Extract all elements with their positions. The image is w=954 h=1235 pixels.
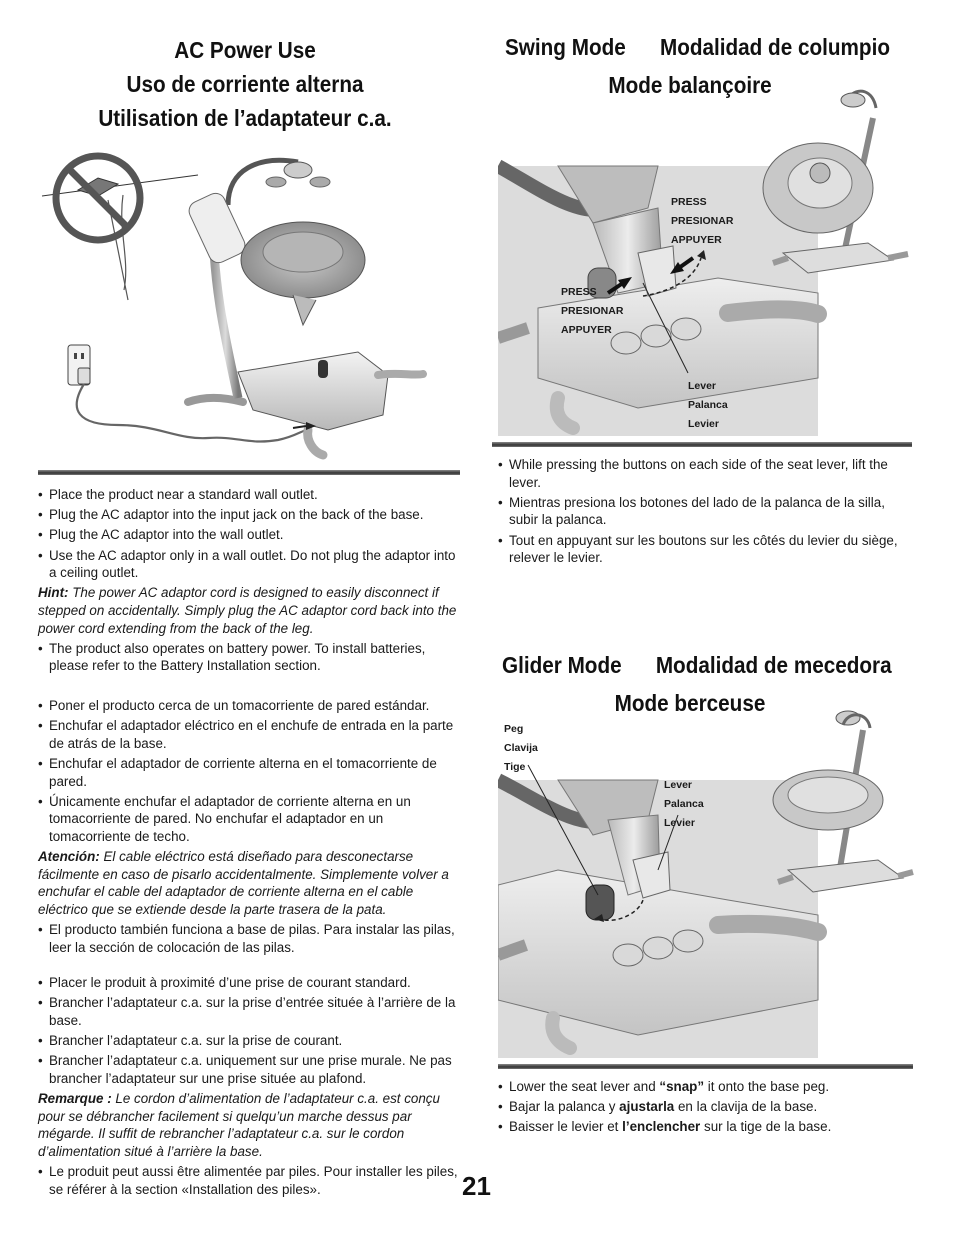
callout-press-left	[561, 283, 623, 340]
ac-power-divider	[38, 470, 460, 475]
callout-label: PRESIONAR	[561, 305, 624, 317]
ac-power-illustration	[38, 140, 458, 465]
callout-label: Levier	[664, 817, 695, 829]
ac-power-spanish	[38, 697, 462, 959]
page-number: 21	[462, 1171, 491, 1201]
ac-power-title	[59, 33, 432, 135]
text: sur la tige de la base.	[700, 1119, 832, 1135]
glider-title-es: Modalidad de mecedora	[655, 652, 892, 678]
swing-title-es: Modalidad de columpio	[659, 34, 890, 60]
mobile-icon	[266, 162, 330, 187]
ac-power-french	[38, 974, 458, 1201]
english-hint-text: The power AC adaptor cord is designed to easily disconnect if stepped on accidentally. Simply plug the AC adaptor cord back into the power cord extending from the back of the leg.	[38, 585, 457, 636]
emphasis: ajustarla	[619, 1099, 675, 1115]
swing-instructions	[498, 456, 908, 569]
callout-label: PRESIONAR	[671, 215, 734, 227]
callout-peg	[504, 720, 538, 777]
list-item: • Enchufar el adaptador eléctrico en el enchufe de entrada en la parte de atrás de la base.	[38, 717, 462, 752]
list-item	[498, 1078, 913, 1096]
glider-divider	[498, 1064, 913, 1069]
callout-label: PRESS	[561, 286, 597, 298]
no-ceiling-outlet-icon	[42, 156, 198, 300]
text: Lower the seat lever and	[509, 1079, 660, 1094]
list-item: • Le produit peut aussi être alimentée par piles. Pour installer les piles, se référer à la section «Installation des piles».	[38, 1163, 458, 1198]
list-item: • Placer le produit à proximité d’une prise de courant standard.	[38, 974, 458, 992]
text: en la clavija de la base.	[674, 1099, 818, 1115]
callout-label: Lever	[664, 779, 693, 791]
list-item: • Únicamente enchufar el adaptador de corriente alterna en un tomacorriente de pared. No enchufar el adaptador en un tomacorriente de techo.	[38, 793, 462, 846]
glider-title	[502, 652, 892, 679]
french-hint-text: Le cordon d’alimentation de l’adaptateur c.a. est conçu pour se débrancher facilement si quelqu’un marche dessus par mégarde. Il suffit de rebrancher l’adaptateur c.a. sur le cordon d’alimentation situé à l’arrière la base.	[38, 1090, 440, 1159]
list-item: • Brancher l’adaptateur c.a. sur la prise de courant.	[38, 1032, 458, 1050]
list-item: • The product also operates on battery power. To install batteries, please refer to the Battery Installation section.	[38, 640, 458, 675]
list-item: • El producto también funciona a base de pilas. Para instalar las pilas, leer la sección de colocación de las pilas.	[38, 921, 462, 956]
ac-power-title-fr: Utilisation de l’adaptateur c.a.	[98, 105, 392, 131]
ac-power-title-es: Uso de corriente alterna	[126, 71, 364, 97]
swing-divider	[492, 442, 912, 447]
callout-label: Peg	[504, 723, 524, 735]
callout-label: APPUYER	[561, 324, 612, 336]
swing-title-en: Swing Mode	[505, 34, 626, 60]
list-item: • Brancher l’adaptateur c.a. sur la prise d’entrée située à l’arrière de la base.	[38, 994, 458, 1029]
callout-lever-swing	[688, 377, 728, 434]
glider-title-en: Glider Mode	[502, 652, 622, 678]
list-item: • Enchufar el adaptador de corriente alterna en el tomacorriente de pared.	[38, 755, 462, 790]
peg-icon	[586, 885, 614, 920]
callout-label: Lever	[688, 380, 717, 392]
list-item: • Poner el producto cerca de un tomacorriente de pared estándar.	[38, 697, 462, 715]
swing-title-fr: Mode balançoire	[608, 72, 772, 98]
list-item: • Plug the AC adaptor into the wall outlet.	[38, 526, 458, 544]
list-item: • Mientras presiona los botones del lado de la palanca de la silla, subir la palanca.	[498, 494, 908, 529]
spanish-hint	[38, 848, 462, 918]
french-hint	[38, 1090, 458, 1160]
swing-title	[505, 34, 890, 61]
glider-mode-illustration	[498, 700, 918, 1060]
emphasis: “snap”	[659, 1079, 705, 1094]
text: Baisser le levier et	[509, 1119, 623, 1135]
callout-label: Clavija	[504, 742, 538, 754]
list-item: • Use the AC adaptor only in a wall outlet. Do not plug the adaptor into a ceiling outlet.	[38, 547, 458, 582]
emphasis: l’enclencher	[622, 1119, 701, 1135]
wall-outlet-icon	[68, 345, 90, 385]
spanish-hint-text: El cable eléctrico está diseñado para desconectarse fácilmente en caso de pisarlo accidentalmente. Simplemente volver a enchufar el cable del adaptador de corriente alterna en el cable eléctrico que se extiende desde la parte trasera de la pata.	[38, 849, 449, 917]
glider-instructions	[498, 1078, 913, 1139]
ac-power-english	[38, 486, 458, 678]
text: Bajar la palanca y	[509, 1099, 620, 1115]
text: it onto the base peg.	[704, 1079, 830, 1094]
callout-label: PRESS	[671, 196, 707, 208]
callout-label: Levier	[688, 418, 719, 430]
list-item	[498, 1118, 913, 1136]
swing-base	[188, 352, 423, 455]
callout-label: Palanca	[664, 798, 704, 810]
list-item	[498, 1098, 913, 1116]
callout-press-top	[671, 193, 733, 250]
french-hint-label: Remarque :	[38, 1090, 112, 1106]
list-item: • Place the product near a standard wall outlet.	[38, 486, 458, 504]
callout-label: Palanca	[688, 399, 728, 411]
ac-power-title-en: AC Power Use	[174, 37, 316, 63]
glider-title-fr: Mode berceuse	[614, 690, 766, 716]
list-item: • Tout en appuyant sur les boutons sur les côtés du levier du siège, relever le levier.	[498, 532, 908, 567]
seat-arm	[186, 190, 248, 266]
list-item: • Brancher l’adaptateur c.a. uniquement sur une prise murale. Ne pas brancher l’adaptateur sur une prise située au plafond.	[38, 1052, 458, 1087]
spanish-hint-label: Atención:	[38, 849, 100, 865]
list-item: • While pressing the buttons on each side of the seat lever, lift the lever.	[498, 456, 908, 491]
callout-lever-glider	[664, 776, 704, 833]
english-hint	[38, 584, 458, 637]
callout-label: Tige	[504, 761, 526, 773]
english-hint-label: Hint:	[38, 585, 69, 601]
list-item: • Plug the AC adaptor into the input jack on the back of the base.	[38, 506, 458, 524]
callout-label: APPUYER	[671, 234, 722, 246]
